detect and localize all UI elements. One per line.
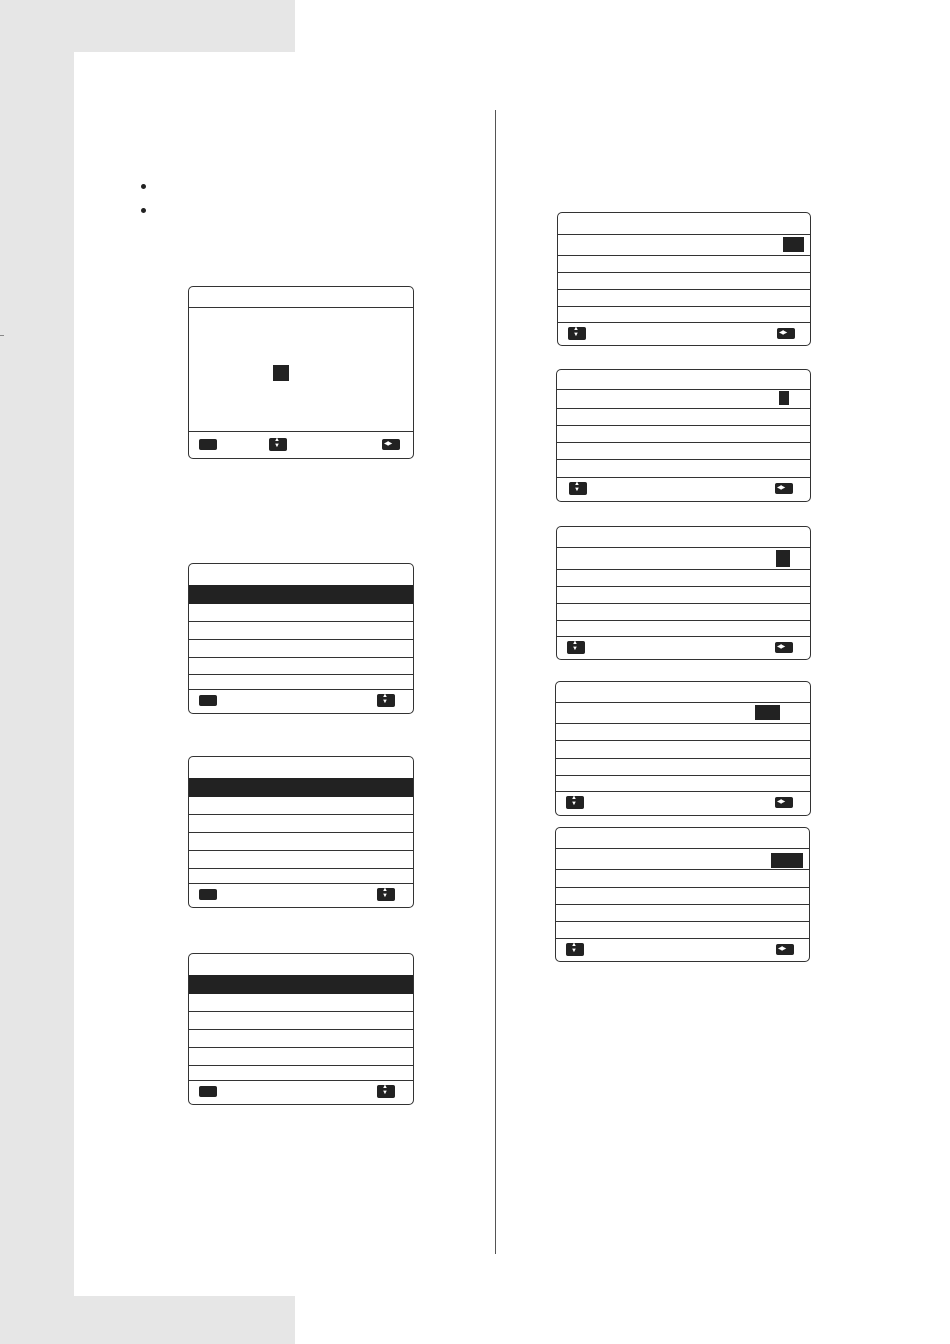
- up-down-arrows-icon[interactable]: [569, 482, 587, 495]
- setting-row[interactable]: [556, 758, 810, 759]
- menu-row[interactable]: [189, 657, 413, 658]
- menu-row[interactable]: [189, 850, 413, 851]
- setting-row[interactable]: [558, 306, 810, 307]
- controller-screen-setting: [557, 212, 811, 346]
- menu-row[interactable]: [189, 868, 413, 869]
- page-side-margin: [0, 0, 74, 1344]
- page-bottom-margin: [0, 1296, 295, 1344]
- input-cursor[interactable]: [273, 365, 289, 381]
- setting-row[interactable]: [556, 904, 809, 905]
- bullet-item: [140, 204, 156, 228]
- menu-row[interactable]: [189, 674, 413, 675]
- controller-screen-menu: [188, 756, 414, 908]
- left-right-arrows-icon[interactable]: [777, 328, 795, 339]
- screen-title-bar: [189, 307, 413, 308]
- setting-row[interactable]: [557, 620, 810, 621]
- ok-button[interactable]: [199, 695, 217, 706]
- menu-row[interactable]: [189, 621, 413, 622]
- screen-footer: [189, 883, 413, 907]
- setting-row[interactable]: [556, 775, 810, 776]
- left-right-arrows-icon[interactable]: [775, 483, 793, 494]
- screen-footer: [557, 636, 810, 659]
- menu-row-selected[interactable]: [189, 975, 413, 994]
- up-down-arrows-icon[interactable]: [269, 438, 287, 451]
- column-divider: [495, 110, 496, 1254]
- left-right-arrows-icon[interactable]: [775, 642, 793, 653]
- setting-row[interactable]: [556, 740, 810, 741]
- bullet-list: [140, 180, 156, 228]
- menu-row[interactable]: [189, 1029, 413, 1030]
- crop-mark: [0, 335, 4, 336]
- controller-screen-menu: [188, 563, 414, 714]
- up-down-arrows-icon[interactable]: [377, 1085, 395, 1098]
- setting-row[interactable]: [557, 586, 810, 587]
- up-down-arrows-icon[interactable]: [567, 641, 585, 654]
- screen-footer: [189, 1080, 413, 1104]
- up-down-arrows-icon[interactable]: [377, 888, 395, 901]
- setting-row[interactable]: [558, 255, 810, 256]
- setting-row[interactable]: [558, 289, 810, 290]
- ok-button[interactable]: [199, 439, 217, 450]
- ok-button[interactable]: [199, 889, 217, 900]
- screen-footer: [556, 938, 809, 961]
- value-cursor[interactable]: [776, 550, 790, 567]
- menu-row[interactable]: [189, 814, 413, 815]
- screen-footer: [558, 322, 810, 345]
- left-right-arrows-icon[interactable]: [776, 944, 794, 955]
- menu-row[interactable]: [189, 832, 413, 833]
- bullet-item: [140, 180, 156, 204]
- up-down-arrows-icon[interactable]: [568, 327, 586, 340]
- screen-footer: [189, 431, 413, 458]
- up-down-arrows-icon[interactable]: [566, 796, 584, 809]
- setting-row[interactable]: [557, 547, 810, 548]
- setting-row[interactable]: [556, 869, 809, 870]
- setting-row[interactable]: [557, 603, 810, 604]
- setting-row[interactable]: [556, 921, 809, 922]
- setting-row[interactable]: [558, 272, 810, 273]
- left-right-arrows-icon[interactable]: [775, 797, 793, 808]
- setting-row[interactable]: [558, 234, 810, 235]
- menu-row[interactable]: [189, 1047, 413, 1048]
- setting-row[interactable]: [556, 723, 810, 724]
- value-cursor[interactable]: [771, 853, 803, 868]
- setting-row[interactable]: [557, 389, 810, 390]
- up-down-arrows-icon[interactable]: [377, 694, 395, 707]
- setting-row[interactable]: [557, 425, 810, 426]
- setting-row[interactable]: [556, 887, 809, 888]
- controller-screen-setting: [556, 526, 811, 660]
- left-right-arrows-icon[interactable]: [382, 439, 400, 450]
- controller-screen-setting: [555, 681, 811, 816]
- setting-row[interactable]: [557, 442, 810, 443]
- setting-row[interactable]: [557, 408, 810, 409]
- value-cursor[interactable]: [779, 391, 789, 405]
- menu-row[interactable]: [189, 639, 413, 640]
- menu-row[interactable]: [189, 1065, 413, 1066]
- screen-footer: [189, 689, 413, 713]
- setting-row[interactable]: [556, 702, 810, 703]
- controller-screen-setting: [555, 827, 810, 962]
- menu-row[interactable]: [189, 1011, 413, 1012]
- setting-row[interactable]: [556, 848, 809, 849]
- menu-row-selected[interactable]: [189, 778, 413, 797]
- value-cursor[interactable]: [783, 237, 804, 252]
- screen-footer: [557, 477, 810, 501]
- menu-row-selected[interactable]: [189, 585, 413, 604]
- page-top-margin: [0, 0, 295, 52]
- value-cursor[interactable]: [755, 705, 780, 720]
- ok-button[interactable]: [199, 1086, 217, 1097]
- setting-row[interactable]: [557, 459, 810, 460]
- setting-row[interactable]: [557, 569, 810, 570]
- screen-footer: [556, 791, 810, 815]
- up-down-arrows-icon[interactable]: [566, 943, 584, 956]
- controller-screen-setting: [556, 369, 811, 502]
- controller-screen-menu: [188, 953, 414, 1105]
- controller-screen-entry: [188, 286, 414, 459]
